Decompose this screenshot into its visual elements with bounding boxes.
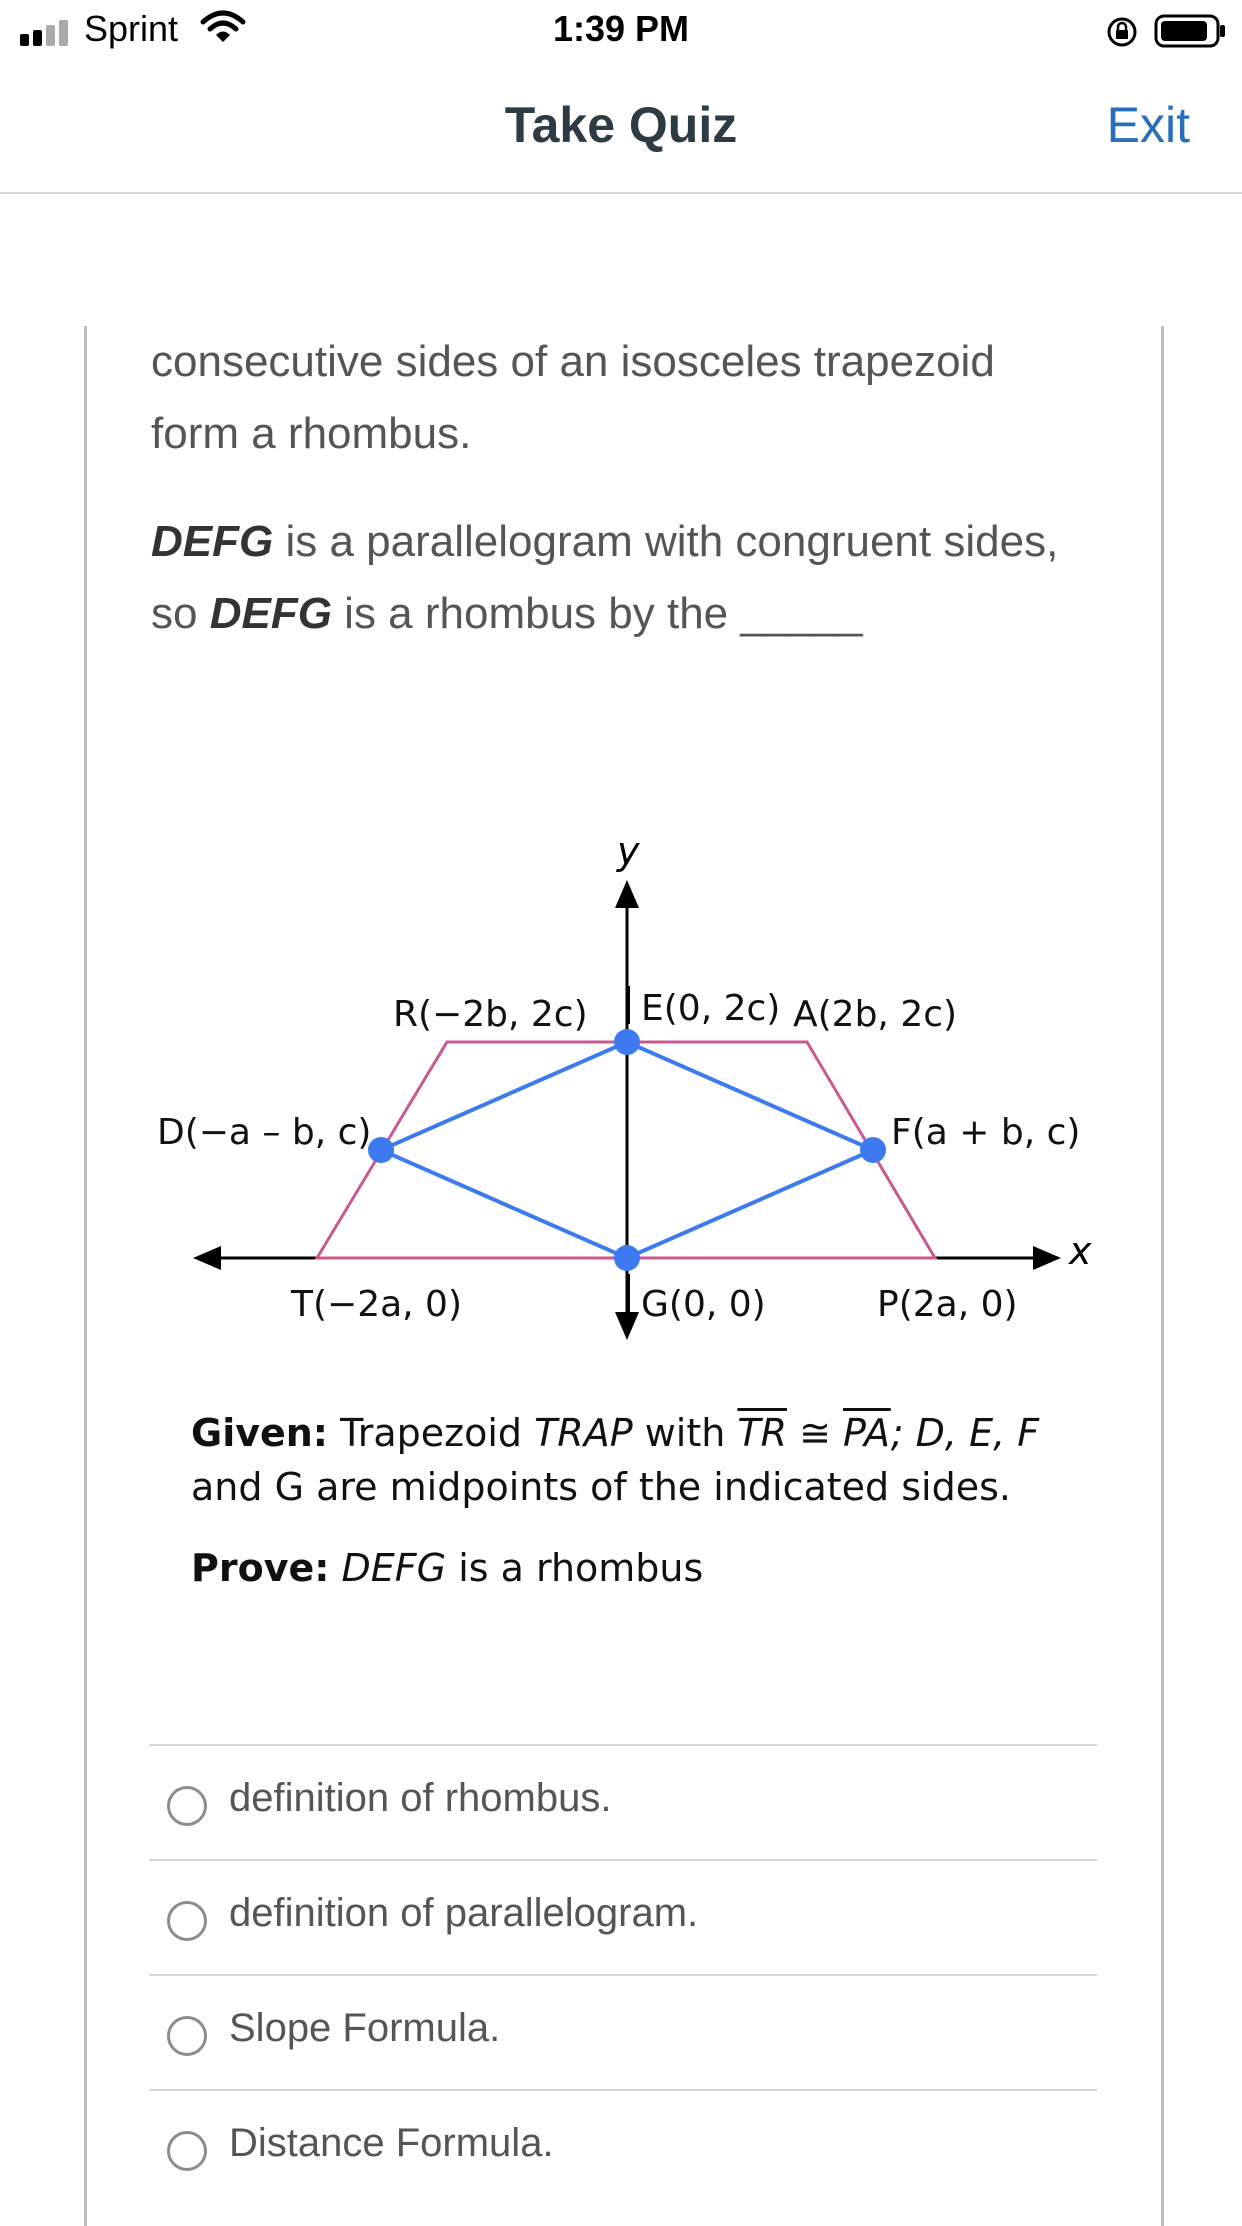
orientation-lock-icon xyxy=(1106,16,1138,48)
answer-option-definition-of-parallelogram[interactable] xyxy=(149,1859,1097,1974)
answer-label: definition of rhombus. xyxy=(229,1776,612,1820)
prove-statement: Prove: DEFG is a rhombus xyxy=(191,1546,704,1590)
given-line-1: Given: Trapezoid TRAP with $\overline{TR}$ ≅ $\overline{PA}$; D, E, F xyxy=(191,1411,1040,1455)
label-p: P(2a, 0) xyxy=(877,1284,1018,1325)
answer-label: Distance Formula. xyxy=(229,2121,554,2165)
question-paragraph-2 xyxy=(151,506,1111,650)
question-line-1: consecutive sides of an isosceles trapezoid xyxy=(151,337,995,386)
y-axis-label: y xyxy=(617,829,640,873)
label-r: R(−2b, 2c) xyxy=(393,994,588,1035)
x-axis-right-arrow xyxy=(1033,1246,1061,1270)
point-f xyxy=(860,1137,886,1163)
y-axis-down-arrow xyxy=(615,1312,639,1340)
given-statement xyxy=(191,1406,1131,1514)
answer-option-distance-formula[interactable] xyxy=(149,2089,1097,2204)
given-line-2: and G are midpoints of the indicated sides. xyxy=(191,1465,1011,1509)
y-axis-up-arrow xyxy=(615,880,639,908)
question-line-4: so DEFG is a rhombus by the _____ xyxy=(151,589,863,638)
segment-pa: $\overline{PA}$ xyxy=(843,1411,891,1455)
label-a: A(2b, 2c) xyxy=(793,994,958,1035)
answer-options xyxy=(149,1744,1097,2204)
nav-bar xyxy=(0,62,1242,194)
answer-label: Slope Formula. xyxy=(229,2006,501,2050)
point-e xyxy=(614,1029,640,1055)
label-e: E(0, 2c) xyxy=(641,988,781,1029)
question-paragraph-1 xyxy=(151,326,1111,470)
page-title: Take Quiz xyxy=(504,97,738,153)
x-axis-label: x xyxy=(1069,1229,1092,1273)
label-g: G(0, 0) xyxy=(641,1284,766,1325)
point-g xyxy=(614,1245,640,1271)
x-axis-left-arrow xyxy=(193,1246,221,1270)
clock: 1:39 PM xyxy=(552,8,690,49)
radio-button[interactable] xyxy=(167,1786,207,1826)
answer-label: definition of parallelogram. xyxy=(229,1891,699,1935)
defg-bold: DEFG xyxy=(151,517,274,566)
battery-icon xyxy=(1154,14,1228,48)
question-line-3: DEFG is a parallelogram with congruent sides, xyxy=(151,517,1059,566)
answer-option-slope-formula[interactable] xyxy=(149,1974,1097,2089)
defg-bold-2: DEFG xyxy=(209,589,332,638)
question-line-2: form a rhombus. xyxy=(151,409,472,458)
answer-option-definition-of-rhombus[interactable] xyxy=(149,1744,1097,1859)
radio-button[interactable] xyxy=(167,2016,207,2056)
question-card xyxy=(84,326,1164,2226)
status-bar xyxy=(0,0,1242,62)
exit-button[interactable]: Exit xyxy=(1106,97,1190,153)
carrier-name: Sprint xyxy=(84,8,179,49)
label-f: F(a + b, c) xyxy=(891,1112,1081,1153)
label-d: D(−a – b, c) xyxy=(157,1112,372,1153)
radio-button[interactable] xyxy=(167,2131,207,2171)
radio-button[interactable] xyxy=(167,1901,207,1941)
label-t: T(−2a, 0) xyxy=(291,1284,462,1325)
segment-tr: $\overline{TR}$ xyxy=(737,1411,788,1455)
point-d xyxy=(368,1137,394,1163)
